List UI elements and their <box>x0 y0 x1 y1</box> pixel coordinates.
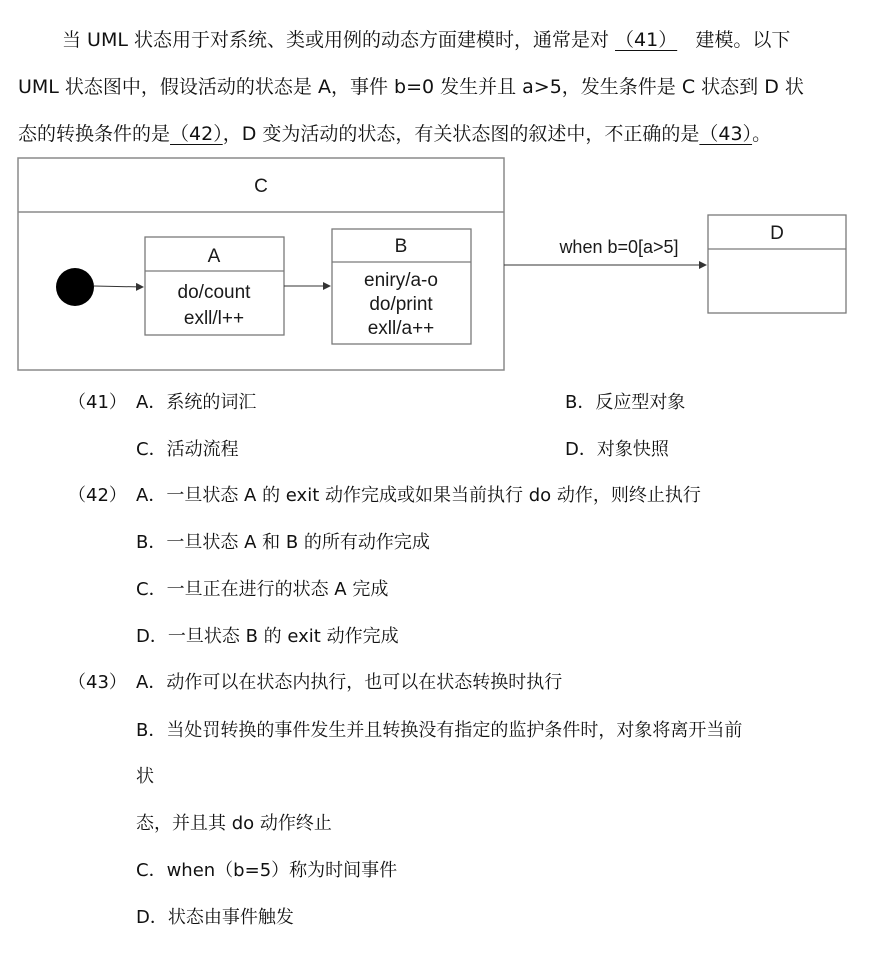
state-a-do: do/count <box>177 282 251 303</box>
q41-option-d: D．对象快照 <box>565 439 669 460</box>
blank-41: （41） <box>615 29 678 51</box>
q42-option-c: C．一旦正在进行的状态 A 完成 <box>136 579 389 600</box>
intro-line-3-mid: ，D 变为活动的状态，有关状态图的叙述中，不正确的是 <box>222 123 700 145</box>
q43-option-b-line-1: B．当处罚转换的事件发生并且转换没有指定的监护条件时，对象将离开当前 <box>136 720 743 741</box>
initial-state-dot <box>56 268 94 306</box>
uml-state-diagram <box>0 0 889 380</box>
q41-option-c: C．活动流程 <box>136 439 239 460</box>
q43-option-d: D．状态由事件触发 <box>136 907 294 928</box>
intro-line-2: UML 状态图中，假设活动的状态是 A，事件 b=0 发生并且 a>5，发生条件是 C 状态到 D 状 <box>18 76 804 98</box>
intro-line-1-post: 建模。以下 <box>695 29 791 51</box>
blank-43: （43） <box>699 123 753 145</box>
state-d-name: D <box>770 223 784 244</box>
state-a-exit: exll/l++ <box>183 308 245 329</box>
state-a <box>145 237 284 335</box>
q41-number: （41） <box>68 392 127 413</box>
q43-option-b-line-2: 状 <box>136 766 154 787</box>
transition-label: when b=0[a>5] <box>559 237 679 257</box>
q43-option-a: A．动作可以在状态内执行，也可以在状态转换时执行 <box>136 672 563 693</box>
state-b <box>332 229 471 344</box>
q42-option-a: A．一旦状态 A 的 exit 动作完成或如果当前执行 do 动作，则终止执行 <box>136 485 701 506</box>
intro-line-3-pre: 态的转换条件的是 <box>18 123 171 145</box>
state-a-name: A <box>207 246 221 267</box>
state-b-do: do/print <box>369 294 433 315</box>
intro-line-3-post: 。 <box>752 123 772 145</box>
state-b-exit: exll/a++ <box>367 318 435 339</box>
q43-option-c: C．when（b=5）称为时间事件 <box>136 860 398 881</box>
q41-option-b: B．反应型对象 <box>565 392 686 413</box>
state-d <box>708 215 846 313</box>
q41-option-a: A．系统的词汇 <box>136 392 257 413</box>
intro-line-1-pre: 当 UML 状态用于对系统、类或用例的动态方面建模时，通常是对 <box>62 29 609 51</box>
q42-number: （42） <box>68 485 127 506</box>
q42-option-b: B．一旦状态 A 和 B 的所有动作完成 <box>136 532 430 553</box>
state-b-name: B <box>394 236 408 257</box>
blank-42: （42） <box>170 123 223 145</box>
state-b-entry: eniry/a-o <box>364 270 438 291</box>
composite-state-c-label: C <box>254 176 268 197</box>
q43-number: （43） <box>68 672 127 693</box>
q43-option-b-line-3: 态，并且其 do 动作终止 <box>136 813 332 834</box>
q42-option-d: D．一旦状态 B 的 exit 动作完成 <box>136 626 399 647</box>
